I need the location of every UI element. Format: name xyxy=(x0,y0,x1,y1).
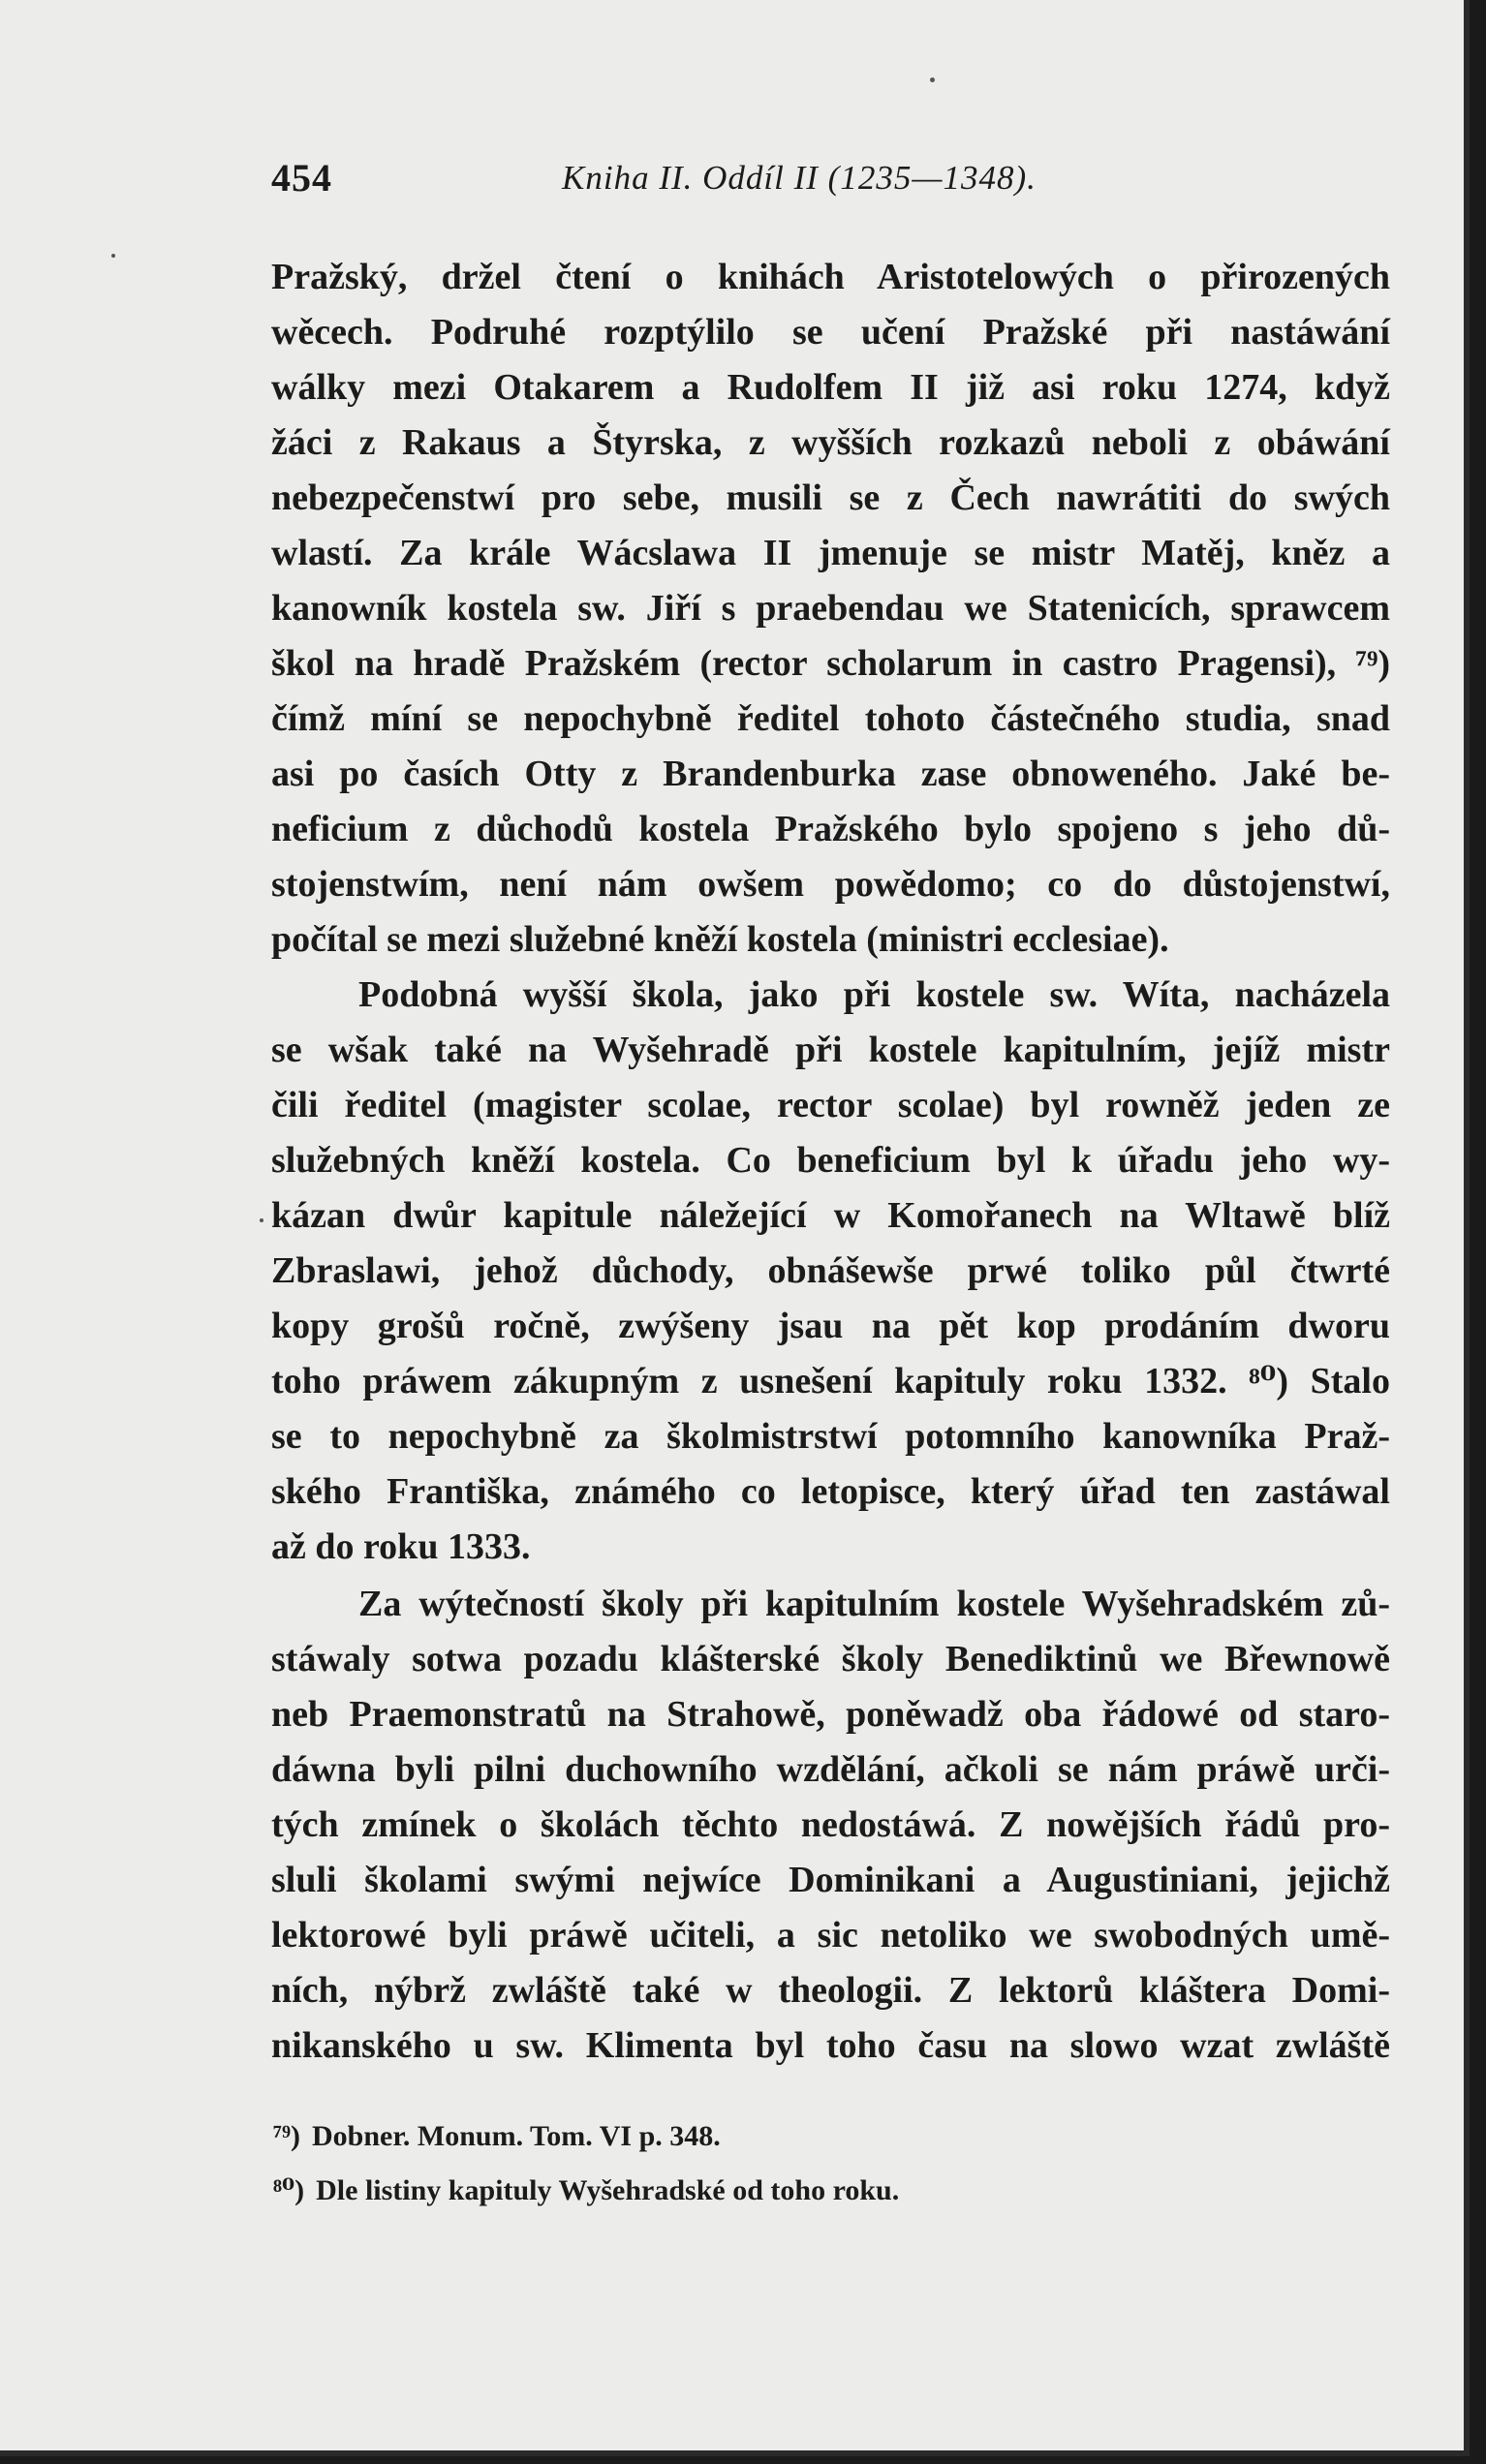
page-header xyxy=(271,155,1390,209)
text-line: tých zmínek o školách těchto nedostáwá. Z nowějších řádů pro- xyxy=(271,1804,1390,1845)
text-line: až do roku 1333. xyxy=(271,1526,531,1567)
body-text xyxy=(271,250,1390,2074)
text-line: služebných kněží kostela. Co beneficium byl k úřadu jeho wy- xyxy=(271,1140,1390,1181)
text-line: wálky mezi Otakarem a Rudolfem II již asi roku 1274, když xyxy=(271,367,1390,408)
text-line: stojenstwím, není nám owšem powědomo; co do důstojenstwí, xyxy=(271,864,1390,905)
ink-speck xyxy=(930,77,935,82)
ink-speck xyxy=(260,1218,263,1222)
text-line: se wšak také na Wyšehradě při kostele kapitulním, jejíž mistr xyxy=(271,1030,1390,1070)
text-line: ních, nýbrž zwláště také w theologii. Z lektorů kláštera Domi- xyxy=(271,1970,1390,2011)
footnotes xyxy=(271,2110,1390,2218)
text-line: čili ředitel (magister scolae, rector scolae) byl rowněž jeden ze xyxy=(271,1085,1390,1125)
running-head: Kniha II. Oddíl II (1235—1348). xyxy=(562,159,1037,197)
ink-speck xyxy=(111,254,115,258)
paragraph-start-line: Podobná wyšší škola, jako při kostele sw. Wíta, nacházela xyxy=(358,974,1390,1015)
text-line: wlastí. Za krále Wácslawa II jmenuje se mistr Matěj, kněz a xyxy=(271,533,1390,573)
text-line: škol na hradě Pražském (rector scholarum in castro Pragensi), ⁷⁹) xyxy=(271,643,1390,684)
text-line: kanowník kostela sw. Jiří s praebendau we Statenicích, sprawcem xyxy=(271,588,1390,629)
text-line: čímž míní se nepochybně ředitel tohoto částečného studia, snad xyxy=(271,698,1390,739)
text-line: lektorowé byli práwě učiteli, a sic netoliko we swobodných umě- xyxy=(271,1915,1390,1956)
text-line: stáwaly sotwa pozadu klášterské školy Benediktinů we Břewnowě xyxy=(271,1639,1390,1679)
text-line: kopy grošů ročně, zwýšeny jsau na pět kop prodáním dworu xyxy=(271,1306,1390,1346)
footnote xyxy=(271,2110,1390,2164)
text-line: neficium z důchodů kostela Pražského bylo spojeno s jeho dů- xyxy=(271,809,1390,849)
footnote-text: Dle listiny kapituly Wyšehradské od toho roku. xyxy=(316,2174,900,2206)
text-line: kázan dwůr kapitule náležející w Komořanech na Wltawě blíž xyxy=(271,1195,1390,1236)
text-line: neb Praemonstratů na Strahowě, poněwadž oba řádowé od staro- xyxy=(271,1694,1390,1735)
text-line: sluli školami swými nejwíce Dominikani a Augustiniani, jejichž xyxy=(271,1860,1390,1900)
text-line: asi po časích Otty z Brandenburka zase obnoweného. Jaké be- xyxy=(271,754,1390,794)
text-line: toho práwem zákupným z usnešení kapituly roku 1332. ⁸⁰) Stalo xyxy=(271,1361,1390,1401)
text-line: ského Františka, známého co letopisce, který úřad ten zastáwal xyxy=(271,1471,1390,1512)
text-line: Pražský, držel čtení o knihách Aristotelowých o přirozených xyxy=(271,257,1390,297)
paragraph-start-line: Za wýtečností školy při kapitulním kostele Wyšehradském zů- xyxy=(358,1584,1390,1624)
text-line: Zbraslawi, jehož důchody, obnášewše prwé toliko půl čtwrté xyxy=(271,1250,1390,1291)
text-line: počítal se mezi služebné kněží kostela (ministri ecclesiae). xyxy=(271,919,1169,960)
page-number: 454 xyxy=(271,156,332,200)
text-line: nikanského u sw. Klimenta byl toho času na slowo wzat zwláště xyxy=(271,2025,1390,2066)
footnote-text: Dobner. Monum. Tom. VI p. 348. xyxy=(311,2120,721,2152)
text-line: nebezpečenstwí pro sebe, musili se z Čech nawrátiti do swých xyxy=(271,477,1390,518)
text-line: wěcech. Podruhé rozptýlilo se učení Pražské při nastáwání xyxy=(271,312,1390,353)
text-line: dáwna byli pilni duchowního wzdělání, ačkoli se nám práwě urči- xyxy=(271,1749,1390,1790)
footnote xyxy=(271,2164,1390,2218)
footnote-mark: ⁸⁰) xyxy=(273,2174,305,2206)
footnote-mark: ⁷⁹) xyxy=(273,2120,300,2152)
text-line: se to nepochybně za školmistrstwí potomního kanowníka Praž- xyxy=(271,1416,1390,1457)
text-line: žáci z Rakaus a Štyrska, z wyšších rozkazů neboli z obáwání xyxy=(271,422,1390,463)
